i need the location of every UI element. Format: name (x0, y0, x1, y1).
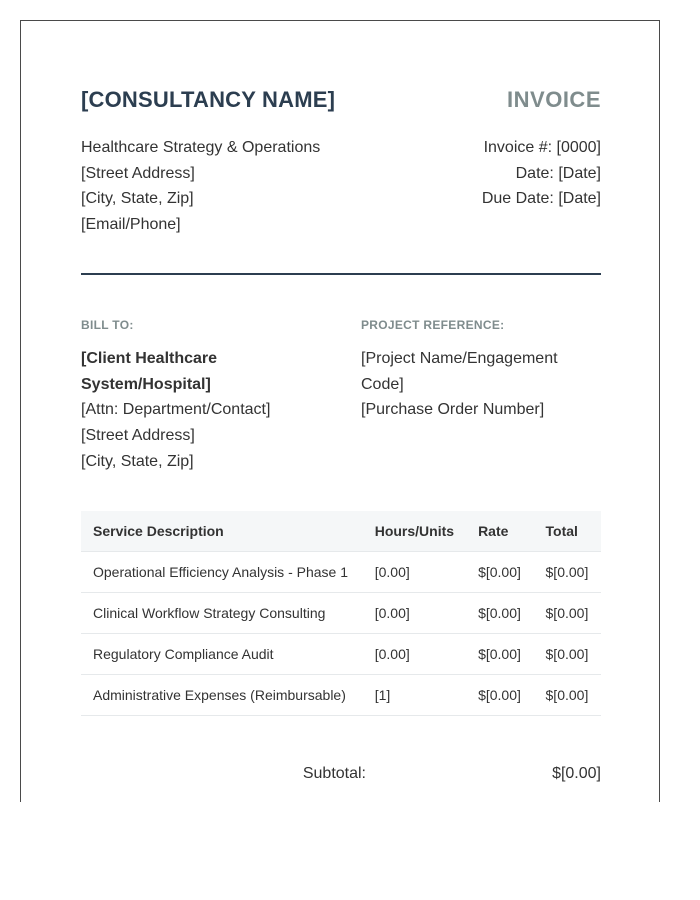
row-description: Operational Efficiency Analysis - Phase 1 (81, 552, 363, 593)
row-hours: [0.00] (363, 552, 466, 593)
invoice-meta (482, 135, 601, 212)
row-rate: $[0.00] (466, 675, 533, 716)
table-row (81, 552, 601, 593)
row-total: $[0.00] (534, 675, 601, 716)
company-contact: [Email/Phone] (81, 216, 181, 234)
sender-address (81, 135, 320, 238)
subtotal-label: Subtotal: (302, 765, 366, 782)
project-reference-section (361, 318, 601, 423)
row-description: Clinical Workflow Strategy Consulting (81, 593, 363, 634)
client-street: [Street Address] (81, 427, 195, 445)
client-name-line2: System/Hospital] (81, 375, 211, 393)
header-rate: Rate (466, 511, 533, 552)
subtotal-row (81, 765, 601, 787)
table-header-row (81, 511, 601, 552)
table-row (81, 593, 601, 634)
invoice-date: Date: [Date] (515, 164, 601, 182)
invoice-page (20, 20, 660, 802)
company-name: [CONSULTANCY NAME] (81, 87, 336, 112)
header-hours-units: Hours/Units (363, 511, 466, 552)
row-hours: [1] (363, 675, 466, 716)
invoice-due-date: Due Date: [Date] (481, 190, 601, 208)
header-service-description: Service Description (81, 511, 363, 552)
row-description: Regulatory Compliance Audit (81, 634, 363, 675)
row-total: $[0.00] (534, 634, 601, 675)
line-items-table (81, 511, 601, 716)
client-attn: [Attn: Department/Contact] (81, 401, 271, 419)
row-rate: $[0.00] (466, 552, 533, 593)
invoice-title: INVOICE (507, 87, 601, 112)
company-street: [Street Address] (81, 164, 195, 182)
company-city: [City, State, Zip] (81, 190, 194, 208)
bill-to-label: BILL TO: (81, 318, 134, 332)
row-rate: $[0.00] (466, 593, 533, 634)
project-reference-details (361, 346, 601, 423)
row-hours: [0.00] (363, 593, 466, 634)
bill-to-address (81, 346, 321, 475)
client-city: [City, State, Zip] (81, 452, 194, 470)
project-reference-label: PROJECT REFERENCE: (361, 318, 505, 332)
row-description: Administrative Expenses (Reimbursable) (81, 675, 363, 716)
subtotal-value: $[0.00] (552, 765, 601, 782)
row-total: $[0.00] (534, 552, 601, 593)
header-total: Total (534, 511, 601, 552)
table-row (81, 675, 601, 716)
invoice-header (81, 87, 601, 115)
bill-to-section (81, 318, 321, 475)
row-rate: $[0.00] (466, 634, 533, 675)
purchase-order-number: [Purchase Order Number] (361, 401, 545, 419)
project-name-line2: Code] (361, 375, 404, 393)
row-total: $[0.00] (534, 593, 601, 634)
company-tagline: Healthcare Strategy & Operations (81, 139, 321, 156)
header-divider (81, 273, 601, 275)
table-row (81, 634, 601, 675)
client-name-line1: [Client Healthcare (81, 350, 218, 367)
invoice-number: Invoice #: [0000] (483, 139, 601, 156)
row-hours: [0.00] (363, 634, 466, 675)
project-name-line1: [Project Name/Engagement (361, 350, 558, 367)
